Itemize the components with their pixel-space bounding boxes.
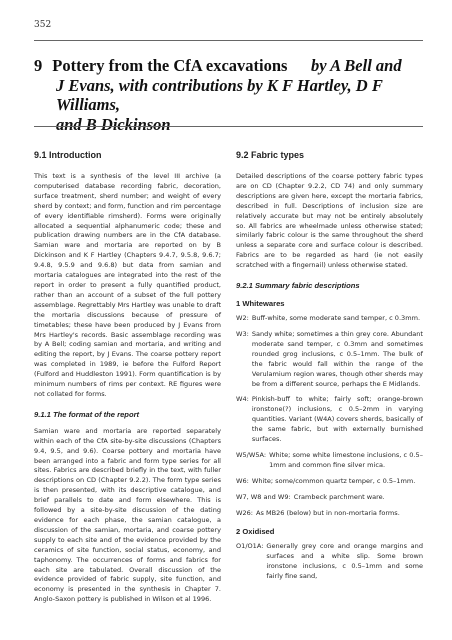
fabric-code: W6: — [236, 476, 249, 485]
fabric-entry — [236, 395, 423, 445]
header-rule — [34, 40, 423, 41]
subsection-heading-format: 9.1.1 The format of the report — [34, 409, 140, 419]
chapter-authors-line1: by A Bell and — [311, 56, 402, 75]
introduction-paragraph: This text is a synthesis of the level III archive (a computerised database recording fabric, decoration, surface treatment, sherd number; and weight of every sherd by context; and form, function and rim percentage of every identifiable rimsherd). Forms were originally allocated a sequential alphanumeric code; these and publication drawing numbers are in the CfA database. Samian ware and mortaria are reported on by B Dickinson and K F Hartley (Chapters 9.4.7, 9.5.8, 9.6.7; 9.4.8, 9.5.9 and 9.6.8) but data from samian and mortaria catalogues are integrated into the rest of the report in order to present a fully quantified product, rather than an account of a subset of the full pottery assemblage. Regrettably Mrs Hartley was unable to draft the mortaria discussions because of pressure of timetables; these have been produced by J Evans from Mrs Hartley's records. Basic assemblage recording was by A Bell; coding samian and mortaria, and writing and editing the report, by J Evans. The coarse pottery report was completed in 1989, ie before the Fulford Report (Fulford and Huddleston 1991). Form quantification is by minimum numbers of rims per context. RE figures were not collated for forms. — [34, 172, 222, 398]
fabric-code: W3: — [236, 329, 249, 338]
subsection-heading-summary: 9.2.1 Summary fabric descriptions — [236, 281, 360, 291]
fabric-description: White; some white limestone inclusions, c 0.5–1mm and common fine silver mica. — [269, 450, 423, 469]
chapter-authors-line2: J Evans, with contributions by K F Hartley, D F Williams, — [56, 75, 383, 114]
chapter-authors-line3: and B Dickinson — [56, 114, 171, 134]
page-number: 352 — [34, 20, 52, 30]
fabric-entry — [236, 542, 423, 582]
left-column — [34, 150, 221, 609]
fabric-code: W26: — [236, 508, 254, 517]
fabric-code: O1/O1A: — [236, 542, 264, 551]
fabric-entry — [236, 330, 423, 389]
group-heading-oxidised: 2 Oxidised — [236, 527, 275, 537]
fabric-code: W5/W5A: — [236, 450, 267, 459]
chapter-title-block — [34, 56, 434, 134]
section-heading-introduction: 9.1 Introduction — [34, 150, 102, 160]
fabric-description: Sandy white; sometimes a thin grey core. Abundant moderate sand temper, c 0.3mm and sometimes rounded grog inclusions, c 0.5–1mm. The bulk of the fabric would fall within the range of the Verulamium region wares, though other sherds may be from a different source, perhaps the E Midlands. — [251, 329, 423, 388]
fabric-intro-paragraph: Detailed descriptions of the coarse pottery fabric types are on CD (Chapter 9.2.2, CD 74) and only summary descriptions are given here, except the mortaria fabrics, described in full. Descriptions of inclusion size are relatively accurate but may not be entirely absolutely so. All fabrics are wheelmade unless otherwise stated; similarly fabric colour is the same throughout the sherd unless a separate core and surface colour is described. Fabrics are to be regarded as hard (ie not easily scratched with a fingernail) unless otherwise stated. — [236, 172, 423, 270]
format-paragraph: Samian ware and mortaria are reported separately within each of the CfA site-by-site discussions (Chapters 9.4, 9.5, and 9.6). Coarse pottery and mortaria have been arranged into a fabric and form type series for all sites. Fabrics are described briefly in the text, with fuller descriptions on CD (Chapter 9.2.2). The form type series is then presented, with its descriptive catalogue, and brief parallels to date and form elsewhere. This is followed by a site-by-site discussion of the dating evidence for each phase, the samian catalogue, a discussion of the samian, mortaria, and coarse pottery supply to each site and of the evidence provided by the ceramics of site function, social status, economy, and taphonomy. The occurrences of forms and fabrics for each site are tabulated. Overall discussion of the evidence provided of fabric supply, site function, and economy is presented in the synthesis in Chapter 7. Anglo-Saxon pottery is published in Wilson et al 1996. — [34, 426, 221, 604]
fabric-description: Buff-white, some moderate sand temper, c 0.3mm. — [251, 314, 421, 323]
fabric-code: W7, W8 and W9: — [236, 492, 291, 501]
fabric-description: As MB26 (below) but in non-mortaria forms. — [256, 508, 400, 517]
fabric-entry — [236, 477, 423, 487]
fabric-code: W4: — [236, 395, 249, 404]
fabric-entry — [236, 314, 423, 324]
chapter-title: Pottery from the CfA excavations — [52, 56, 288, 75]
fabric-description: White; some/common quartz temper, c 0.5–1mm. — [251, 476, 416, 485]
fabric-description: Crambeck parchment ware. — [293, 492, 385, 501]
right-column — [236, 150, 423, 588]
fabric-description: Pinkish-buff to white; fairly soft; orange-brown ironstone(?) inclusions, c 0.5–2mm in varying quantities. Variant (W4A) covers sherds, basically of the same fabric, but with externally burnished surfaces. — [251, 395, 423, 444]
fabric-entry — [236, 493, 423, 503]
fabric-description: Generally grey core and orange margins and surfaces and a white slip. Some brown ironstone inclusions, c 0.5–1mm and some fairly fine sand, — [266, 542, 423, 581]
fabric-code: W2: — [236, 314, 249, 323]
group-heading-whitewares: 1 Whitewares — [236, 299, 285, 309]
fabric-entry — [236, 451, 423, 471]
chapter-number: 9 — [34, 56, 43, 75]
fabric-entry — [236, 509, 423, 519]
section-heading-fabric-types: 9.2 Fabric types — [236, 150, 305, 160]
title-rule — [34, 126, 423, 127]
